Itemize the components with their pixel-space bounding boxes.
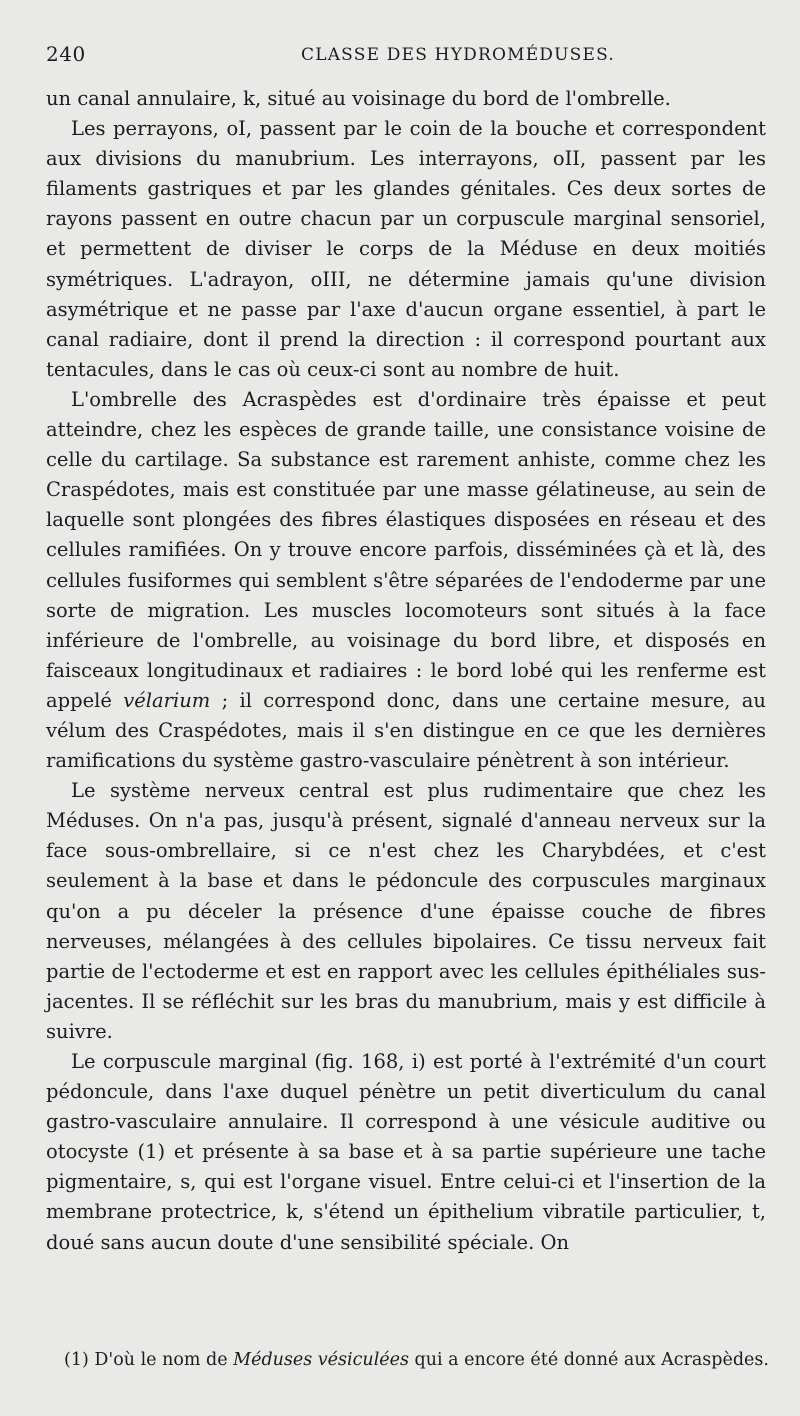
paragraph-ombrelle: [46, 385, 766, 776]
footnote-part1: (1) D'où le nom de: [64, 1350, 234, 1370]
footnote: [46, 1346, 776, 1374]
page-number: 240: [46, 42, 86, 66]
body-text: [46, 84, 766, 1258]
page-header: [46, 42, 766, 72]
paragraph-systeme-nerveux: Le système nerveux central est plus rudimentaire que chez les Méduses. On n'a pas, jusqu'à présent, signalé d'anneau nerveux sur la face sous-ombrellaire, si ce n'est chez les Charybdées, et c'est seulement à la base et dans le pédoncule des corpuscules marginaux qu'on a pu déceler la présence d'une épaisse couche de fibres nerveuses, mélangées à des cellules bipolaires. Ce tissu nerveux fait partie de l'ectoderme et est en rapport avec les cellules épithéliales sus-jacentes. Il se réfléchit sur les bras du manubrium, mais y est difficile à suivre.: [46, 779, 766, 1043]
paragraph-continuation: un canal annulaire, k, situé au voisinage du bord de l'ombrelle.: [46, 87, 671, 110]
paragraph-corpuscule: Le corpuscule marginal (fig. 168, i) est porté à l'extrémité d'un court pédoncule, dans l'axe duquel pénètre un petit diverticulum du canal gastro-vasculaire annulaire. Il correspond à une vésicule auditive ou otocyste (1) et présente à sa base et à sa partie supérieure une tache pigmentaire, s, qui est l'organe visuel. Entre celui-ci et l'insertion de la membrane protectrice, k, s'étend un épithelium vibratile particulier, t, doué sans aucun doute d'une sensibilité spéciale. On: [46, 1050, 766, 1254]
paragraph-ombrelle-part1: L'ombrelle des Acraspèdes est d'ordinaire très épaisse et peut atteindre, chez les espèces de grande taille, une consistance voisine de celle du cartilage. Sa substance est rarement anhiste, comme chez les Craspédotes, mais est constituée par une masse gélatineuse, au sein de laquelle sont plongées des fibres élastiques disposées en réseau et des cellules ramifiées. On y trouve encore parfois, disséminées çà et là, des cellules fusiformes qui semblent s'être séparées de l'endoderme par une sorte de migration. Les muscles locomoteurs sont situés à la face inférieure de l'ombrelle, au voisinage du bord libre, et disposés en faisceaux longitudinaux et radiaires : le bord lobé qui les renferme est appelé: [46, 387, 766, 712]
footnote-part2: qui a encore été donné aux Acraspèdes.: [408, 1350, 769, 1370]
footnote-term: Méduses vésiculées: [233, 1350, 409, 1370]
paragraph-ombrelle-part2: ; il correspond donc, dans une certaine mesure, au vélum des Craspédotes, mais il s'en distingue en ce que les dernières ramifications du système gastro-vasculaire pénètrent à son intérieur.: [46, 688, 766, 773]
running-title: CLASSE DES HYDROMÉDUSES.: [301, 45, 615, 65]
term-velarium: vélarium: [123, 688, 211, 712]
paragraph-rayons: Les perrayons, oI, passent par le coin de la bouche et correspondent aux divisions du manubrium. Les interrayons, oII, passent par les filaments gastriques et par les glandes génitales. Ces deux sortes de rayons passent en outre chacun par un corpuscule marginal sensoriel, et permettent de diviser le corps de la Méduse en deux moitiés symétriques. L'adrayon, oIII, ne détermine jamais qu'une division asymétrique et ne passe par l'axe d'aucun organe essentiel, à part le canal radiaire, dont il prend la direction : il correspond pourtant aux tentacules, dans le cas où ceux-ci sont au nombre de huit.: [46, 117, 766, 381]
footnote-text: [46, 1346, 776, 1374]
